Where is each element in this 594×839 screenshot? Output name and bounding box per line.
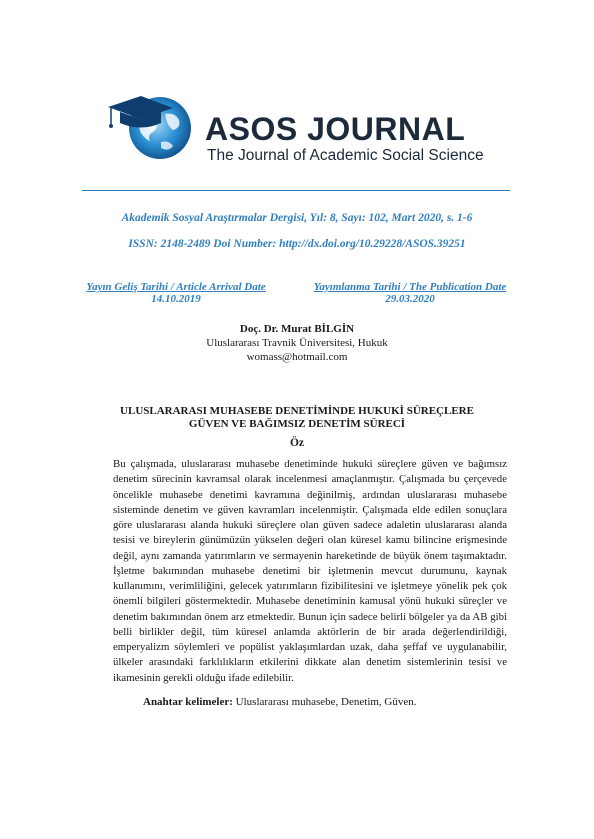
journal-name: ASOS JOURNAL xyxy=(205,111,466,147)
globe-graduation-cap-icon xyxy=(103,92,213,172)
arrival-date-block xyxy=(61,281,291,305)
journal-logo xyxy=(103,92,503,172)
keywords-line xyxy=(143,696,417,708)
author-name: Doç. Dr. Murat BİLGİN xyxy=(239,323,355,335)
keywords-label: Anahtar kelimeler: xyxy=(143,696,233,708)
keywords-value: Uluslararası muhasebe, Denetim, Güven. xyxy=(235,696,417,708)
publication-date-value: 29.03.2020 xyxy=(385,293,435,305)
publication-date-block xyxy=(295,281,525,305)
author-email: womass@hotmail.com xyxy=(246,351,348,363)
author-affiliation: Uluslararası Travnik Üniversitesi, Hukuk xyxy=(206,337,388,349)
article-title-line1: ULUSLARARASI MUHASEBE DENETİMİNDE HUKUKİ SÜREÇLERE xyxy=(120,405,474,417)
abstract-text: Bu çalışmada, uluslararası muhasebe denetiminde hukuki süreçlere güven ve bağımsız denetim sürecinin kavramsal olarak incelenmesi amaçlanmıştır. Çalışmada bu çerçevede öncelikle muhasebe denetimi kavramına değinilmiş, ardından uluslararası muhasebe sisteminde denetim ve güven kavramları incelenmiştir. Çalışmada elde edilen sonuçlara göre uluslararası alanda hukuki süreçlere olan güven sadece adaletin uluslararası alanda tesisi ve bireylerin günümüzün yükselen değeri olan küresel kamu bilincine erişmesinde değil, aynı zamanda yatırımların ve sermayenin hareketinde de büyük önem taşımaktadır. İşletme bakımından muhasebe denetimi bir işletmenin mevcut durumunu, kaynak kullanımını, verimliliğini, gelecek yatırımların fizibilitesini ve işletmeye yönelik pek çok önemli bilgileri göstermektedir. Muhasebe denetiminin kamusal yönü hukuki süreçler ve denetim bakımından önem arz etmektedir. Bunun için sadece belirli bölgeler ya da AB gibi belli birlikler değil, tüm küresel anlamda aktörlerin de bir arada değerlendirildiği, emperyalizm söylemleri ve popülist yaklaşımlardan uzak, daha şeffaf ve uygulanabilir, ülkeler arasındaki farklılıkların etkilerini dikkate alan denetim sistemlerinin tesisi ve ikamesinin gerekli olduğu ifade edilebilir. xyxy=(113,458,507,684)
author-block xyxy=(0,322,594,364)
publication-date-label: Yayımlanma Tarihi / The Publication Date xyxy=(313,281,507,293)
arrival-date-label: Yayın Geliş Tarihi / Article Arrival Date xyxy=(86,281,266,293)
journal-subtitle: The Journal of Academic Social Science xyxy=(207,147,484,164)
abstract-heading: Öz xyxy=(289,437,305,449)
article-title-line2: GÜVEN VE BAĞIMSIZ DENETİM SÜRECİ xyxy=(188,418,406,430)
header-divider xyxy=(82,190,510,191)
issn-doi-line: ISSN: 2148-2489 Doi Number: http://dx.doi.org/10.29228/ASOS.39251 xyxy=(128,238,466,250)
journal-meta-line: Akademik Sosyal Araştırmalar Dergisi, Yıl: 8, Sayı: 102, Mart 2020, s. 1-6 xyxy=(121,212,473,224)
arrival-date-value: 14.10.2019 xyxy=(151,293,201,305)
article-title xyxy=(0,405,594,431)
